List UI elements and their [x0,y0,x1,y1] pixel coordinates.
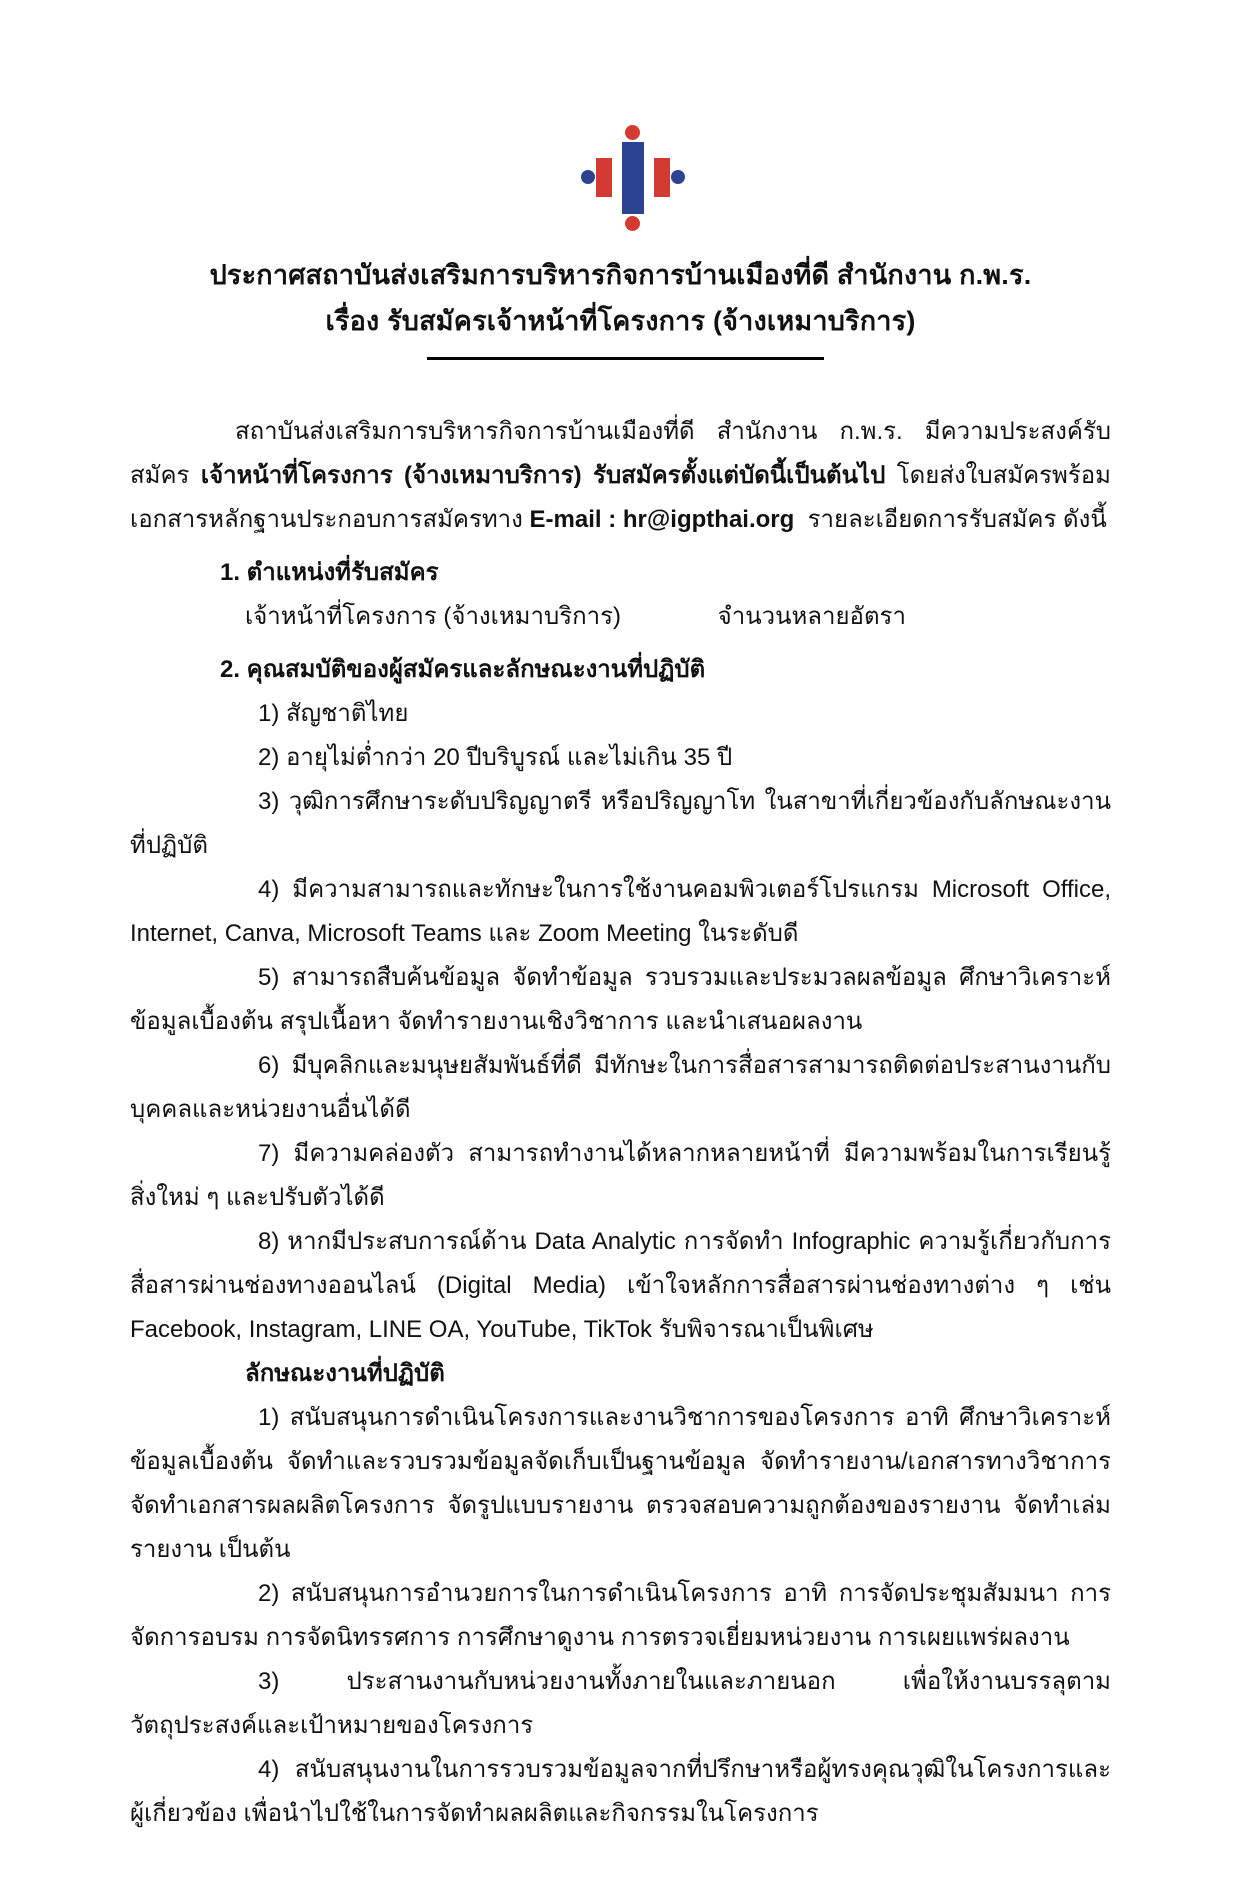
intro-segment: สถาบันส่งเสริมการบริหารกิจการบ้านเมืองที่ดี สำนักงาน ก.พ.ร. มีความประสงค์รับสมัคร [130,418,1111,489]
intro-segment: รายละเอียดการรับสมัคร ดังนี้ [794,506,1107,533]
qualification-item: 2) อายุไม่ต่ำกว่า 20 ปีบริบูรณ์ และไม่เกิน 35 ปี [258,744,733,771]
title-line-2: เรื่อง รับสมัครเจ้าหน้าที่โครงการ (จ้างเหมาบริการ) [325,306,916,336]
document-title [0,252,1241,360]
section-1-heading: 1. ตำแหน่งที่รับสมัคร [220,559,439,586]
section-2-heading: 2. คุณสมบัติของผู้สมัครและลักษณะงานที่ปฏิบัติ [220,656,706,683]
duty-item: 4) สนับสนุนงานในการรวบรวมข้อมูลจากที่ปรึกษาหรือผู้ทรงคุณวุฒิในโครงการและผู้เกี่ยวข้อง เพื่อนำไปใช้ในการจัดทำผลผลิตและกิจกรรมในโครงการ [130,1756,1111,1827]
qualification-item: 5) สามารถสืบค้นข้อมูล จัดทำข้อมูล รวบรวมและประมวลผลข้อมูล ศึกษาวิเคราะห์ข้อมูลเบื้องต้น สรุปเนื้อหา จัดทำรายงานเชิงวิชาการ และนำเสนอผลงาน [130,964,1111,1035]
qualification-item: 8) หากมีประสบการณ์ด้าน Data Analytic การจัดทำ Infographic ความรู้เกี่ยวกับการสื่อสารผ่านช่องทางออนไลน์ (Digital Media) เข้าใจหลักการสื่อสารผ่านช่องทางต่าง ๆ เช่น Facebook, Instagram, LINE OA, YouTube, TikTok รับพิจารณาเป็นพิเศษ [130,1228,1111,1343]
qualification-item: 3) วุฒิการศึกษาระดับปริญญาตรี หรือปริญญาโท ในสาขาที่เกี่ยวข้องกับลักษณะงานที่ปฏิบัติ [130,788,1111,859]
position-title: เจ้าหน้าที่โครงการ (จ้างเหมาบริการ) [245,603,621,630]
igp-logo [578,122,688,234]
logo-left-bar-icon [596,158,612,197]
duty-item: 2) สนับสนุนการอำนวยการในการดำเนินโครงการ อาทิ การจัดประชุมสัมมนา การจัดการอบรม การจัดนิทรรศการ การศึกษาดูงาน การตรวจเยี่ยมหน่วยงาน การเผยแพร่ผลงาน [130,1580,1111,1651]
qualification-item: 7) มีความคล่องตัว สามารถทำงานได้หลากหลายหน้าที่ มีความพร้อมในการเรียนรู้สิ่งใหม่ ๆ และปรับตัวได้ดี [130,1140,1111,1211]
intro-paragraph [130,410,1111,542]
title-divider [427,357,824,360]
vacancy-count: จำนวนหลายอัตรา [717,603,906,630]
title-line-1: ประกาศสถาบันส่งเสริมการบริหารกิจการบ้านเมืองที่ดี สำนักงาน ก.พ.ร. [209,260,1032,290]
announcement-document-page [0,122,1241,1877]
duties-heading: ลักษณะงานที่ปฏิบัติ [245,1360,445,1387]
position-row [130,595,1111,639]
logo-dot-bottom-icon [625,216,640,231]
duty-item: 1) สนับสนุนการดำเนินโครงการและงานวิชาการของโครงการ อาทิ ศึกษาวิเคราะห์ข้อมูลเบื้องต้น จัดทำและรวบรวมข้อมูลจัดเก็บเป็นฐานข้อมูล จัดทำรายงาน/เอกสารทางวิชาการ จัดทำเอกสารผลผลิตโครงการ จัดรูปแบบรายงาน ตรวจสอบความถูกต้องของรายงาน จัดทำเล่มรายงาน เป็นต้น [130,1404,1111,1563]
intro-bold-segment: E-mail : hr@igpthai.org [529,506,795,533]
logo-dot-left-icon [581,170,595,184]
duty-item: 3) ประสานงานกับหน่วยงานทั้งภายในและภายนอก เพื่อให้งานบรรลุตามวัตถุประสงค์และเป้าหมายของโครงการ [130,1668,1111,1739]
intro-segment: โดยส่งใบสมัครพร้อมเอกสารหลักฐานประกอบการสมัครทาง [130,462,1111,533]
logo-dot-top-icon [625,125,640,140]
qualification-item: 6) มีบุคลิกและมนุษยสัมพันธ์ที่ดี มีทักษะในการสื่อสารสามารถติดต่อประสานงานกับบุคคลและหน่วยงานอื่นได้ดี [130,1052,1111,1123]
logo-dot-right-icon [671,170,685,184]
logo-center-bar-icon [622,142,644,214]
qualification-item: 1) สัญชาติไทย [258,700,409,727]
logo-right-bar-icon [654,158,670,197]
qualification-item: 4) มีความสามารถและทักษะในการใช้งานคอมพิวเตอร์โปรแกรม Microsoft Office, Internet, Canva, Microsoft Teams และ Zoom Meeting ในระดับดี [130,876,1111,947]
qualifications-list [130,692,1111,1352]
duties-list [130,1396,1111,1836]
document-body [130,410,1111,1836]
intro-bold-segment: เจ้าหน้าที่โครงการ (จ้างเหมาบริการ) รับสมัครตั้งแต่บัดนี้เป็นต้นไป [200,462,886,489]
